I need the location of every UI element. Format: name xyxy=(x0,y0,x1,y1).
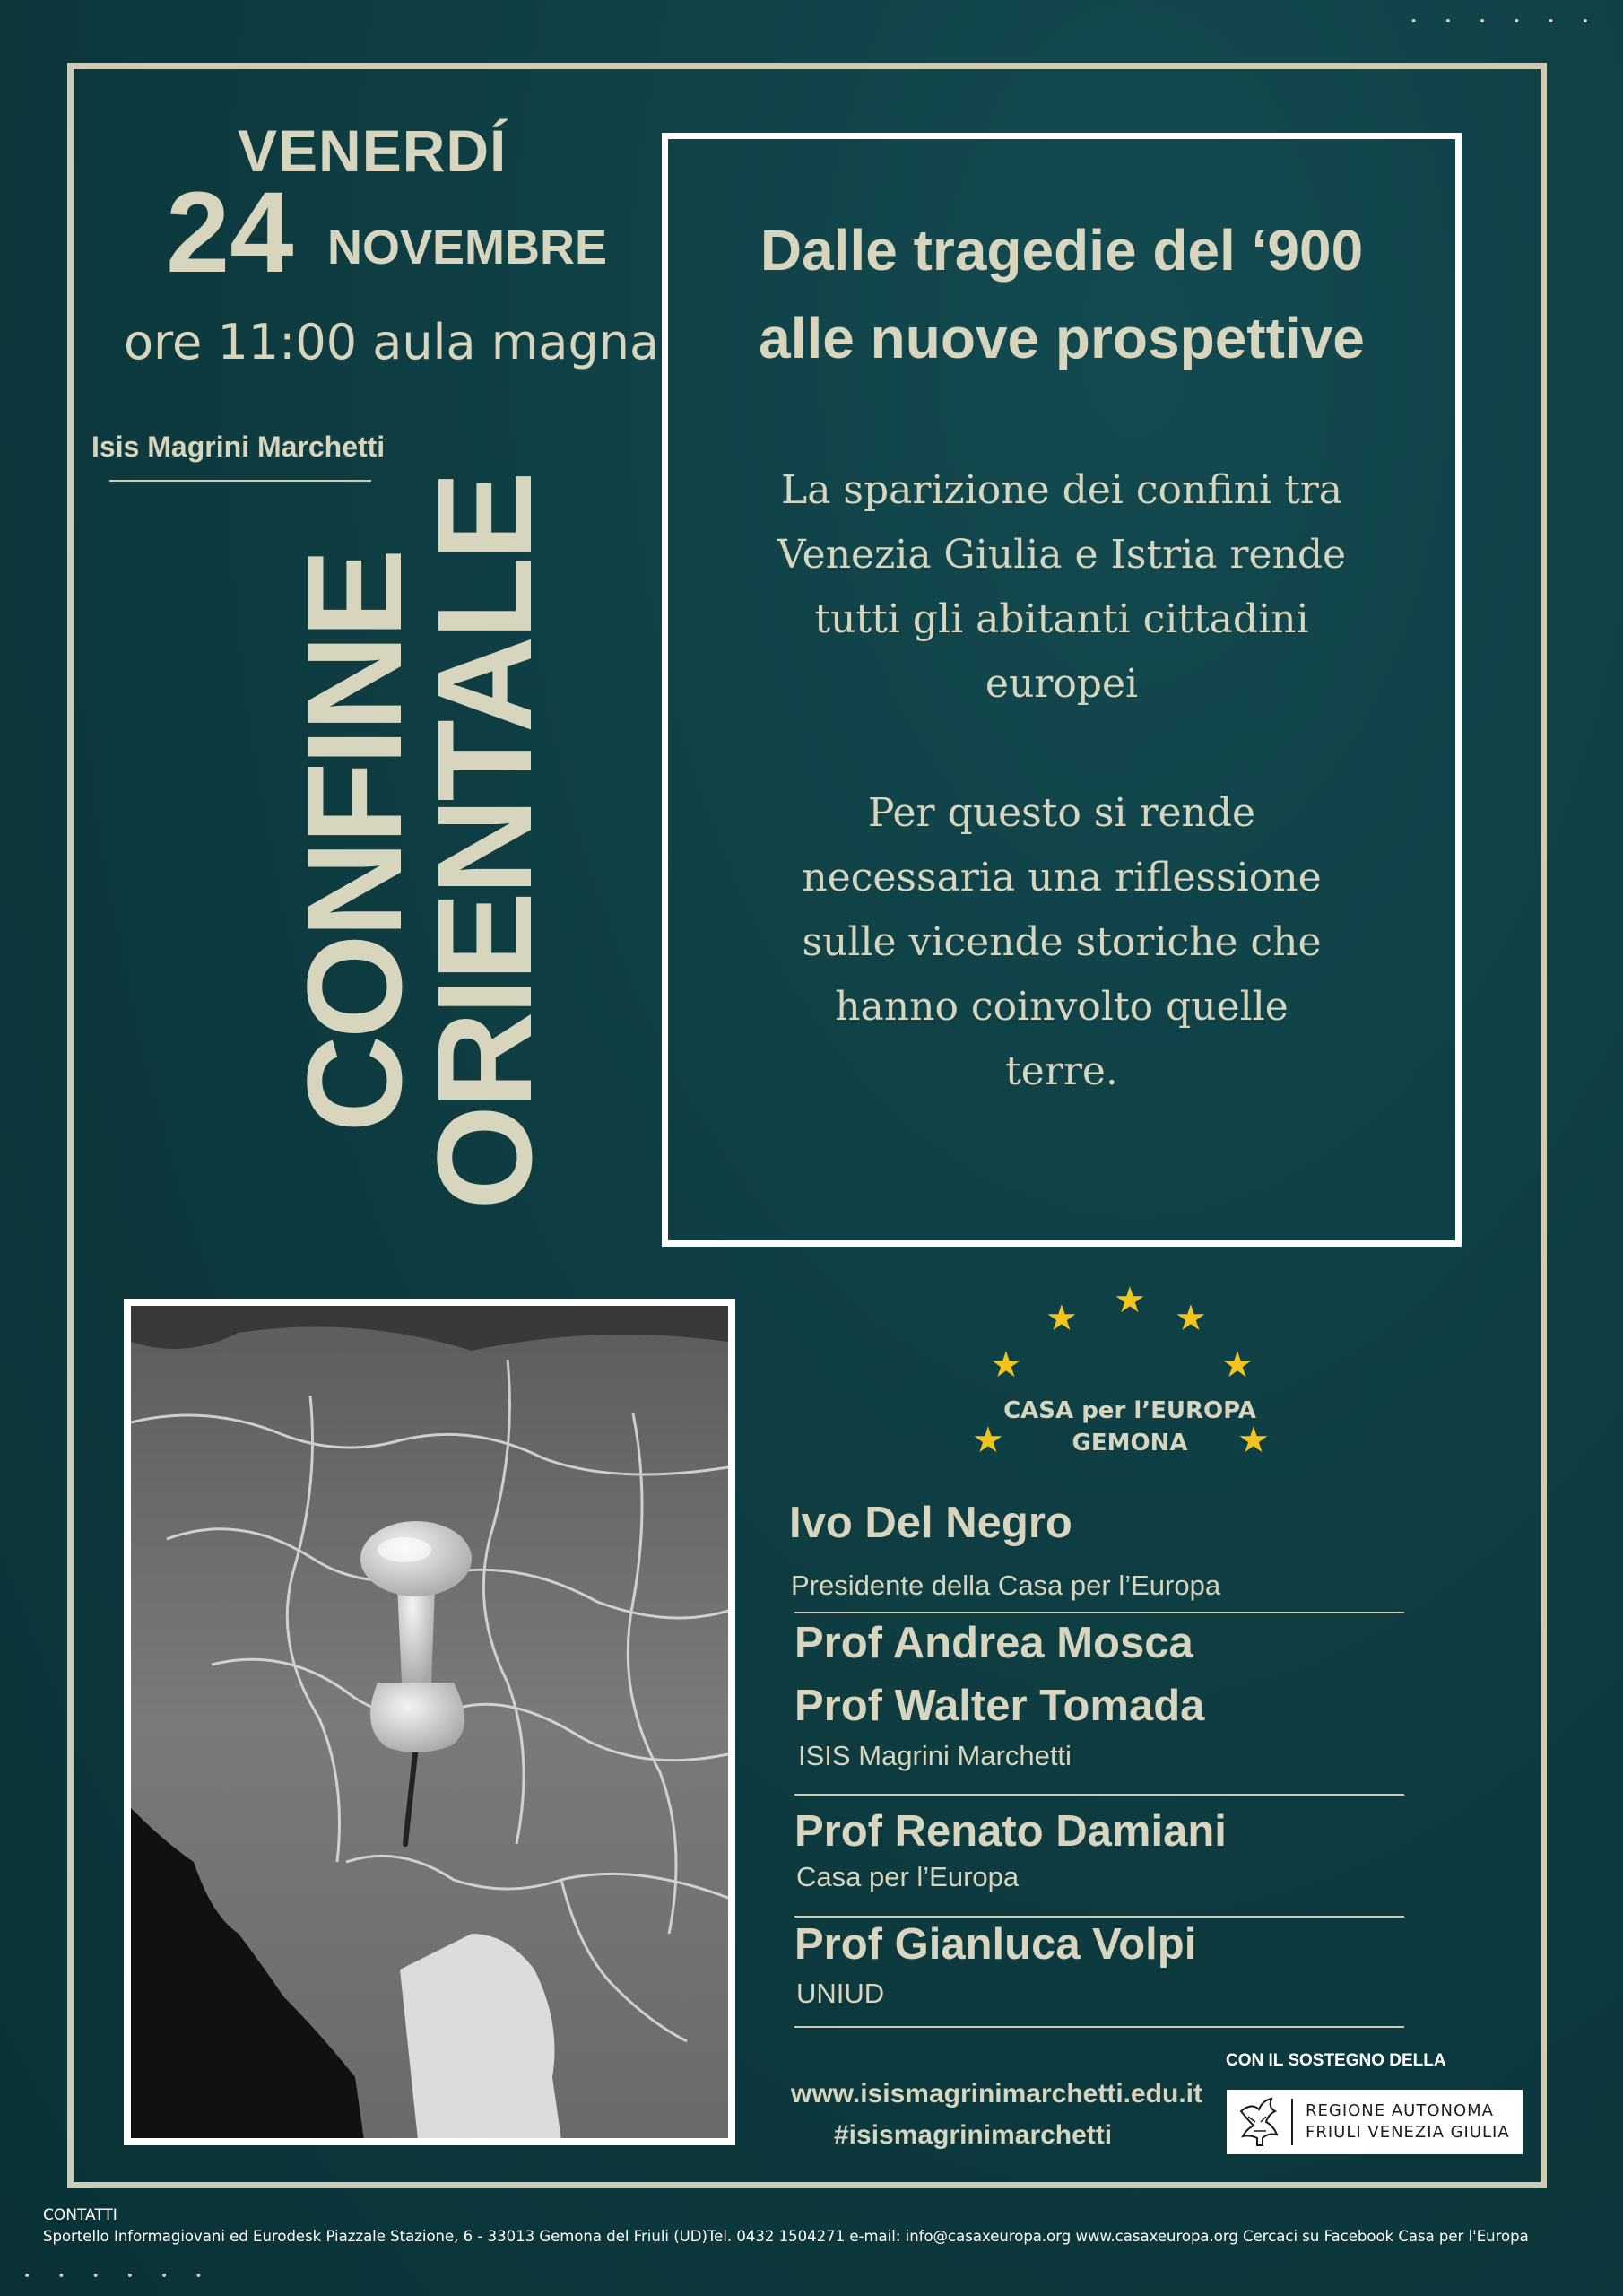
info-headline xyxy=(704,206,1419,382)
speaker-role: UNIUD xyxy=(796,1978,885,2009)
logo-line-1: CASA per l’EUROPA xyxy=(1003,1397,1256,1424)
star-icon: ★ xyxy=(1114,1280,1146,1321)
map-pin-illustration xyxy=(131,1306,728,2138)
speaker-name: Prof Walter Tomada xyxy=(794,1682,1205,1730)
speaker-divider xyxy=(794,1916,1404,1918)
speaker-role: Presidente della Casa per l’Europa xyxy=(791,1570,1221,1601)
eagle-icon xyxy=(1236,2095,1284,2149)
star-icon: ★ xyxy=(1237,1420,1270,1461)
speaker-divider xyxy=(794,1612,1404,1613)
speaker-name: Prof Renato Damiani xyxy=(794,1807,1227,1856)
website-link[interactable]: www.isismagrinimarchetti.edu.it xyxy=(791,2079,1202,2109)
event-title xyxy=(278,429,560,1256)
star-icon: ★ xyxy=(1221,1344,1254,1386)
speaker-name: Ivo Del Negro xyxy=(789,1499,1072,1547)
event-weekday: VENERDÍ xyxy=(238,117,508,184)
headline-line-2: alle nuove prospettive xyxy=(759,306,1365,370)
support-label: CON IL SOSTEGNO DELLA xyxy=(1226,2051,1446,2070)
speaker-role: ISIS Magrini Marchetti xyxy=(798,1740,1072,1771)
region-line-2: FRIULI VENEZIA GIULIA xyxy=(1306,2123,1510,2142)
logo-line-2: GEMONA xyxy=(1072,1430,1188,1457)
region-logo xyxy=(1227,2090,1523,2154)
contacts-label: CONTATTI xyxy=(43,2206,117,2224)
decorative-dots-bottom: •••••• xyxy=(23,2269,230,2283)
map-photo xyxy=(124,1299,735,2145)
region-line-1: REGIONE AUTONOMA xyxy=(1306,2101,1494,2120)
event-month: NOVEMBRE xyxy=(327,221,608,274)
contacts-text: Sportello Informagiovani ed Eurodesk Piazzale Stazione, 6 - 33013 Gemona del Friuli (UD)Tel. 0432 1504271 e-mail: info@casaxeuropa.org www.casaxeuropa.org Cercaci su Facebook Casa per l'Europa xyxy=(43,2228,1529,2245)
event-day: 24 xyxy=(166,169,294,297)
star-icon: ★ xyxy=(1046,1298,1078,1339)
casa-europa-logo xyxy=(959,1280,1300,1462)
info-paragraph-1: La sparizione dei confini tra Venezia Giulia e Istria rende tutti gli abitanti cittadini europei xyxy=(777,467,1347,707)
title-line-1: CONFINE xyxy=(278,552,430,1133)
headline-line-1: Dalle tragedie del ‘900 xyxy=(759,218,1364,283)
info-box xyxy=(662,133,1462,1247)
title-line-2: ORIENTALE xyxy=(408,474,560,1210)
star-icon: ★ xyxy=(972,1420,1004,1461)
decorative-dots-top: •••••• xyxy=(1410,14,1616,29)
speaker-role: Casa per l’Europa xyxy=(796,1861,1020,1892)
contacts-footer xyxy=(43,2206,1529,2245)
hashtag: #isismagrinimarchetti xyxy=(834,2120,1113,2150)
speaker-name: Prof Gianluca Volpi xyxy=(794,1920,1197,1969)
speaker-name: Prof Andrea Mosca xyxy=(794,1619,1193,1667)
event-time-place: ore 11:00 aula magna xyxy=(124,314,660,370)
speaker-divider xyxy=(794,2026,1404,2028)
speaker-divider xyxy=(794,1794,1404,1796)
school-name: Isis Magrini Marchetti xyxy=(91,430,386,463)
star-icon: ★ xyxy=(990,1344,1022,1386)
star-icon: ★ xyxy=(1175,1298,1207,1339)
region-logo-divider xyxy=(1291,2099,1293,2145)
info-paragraph-2: Per questo si rende necessaria una riflessione sulle vicende storiche che hanno coinvolto quelle terre. xyxy=(802,790,1322,1094)
